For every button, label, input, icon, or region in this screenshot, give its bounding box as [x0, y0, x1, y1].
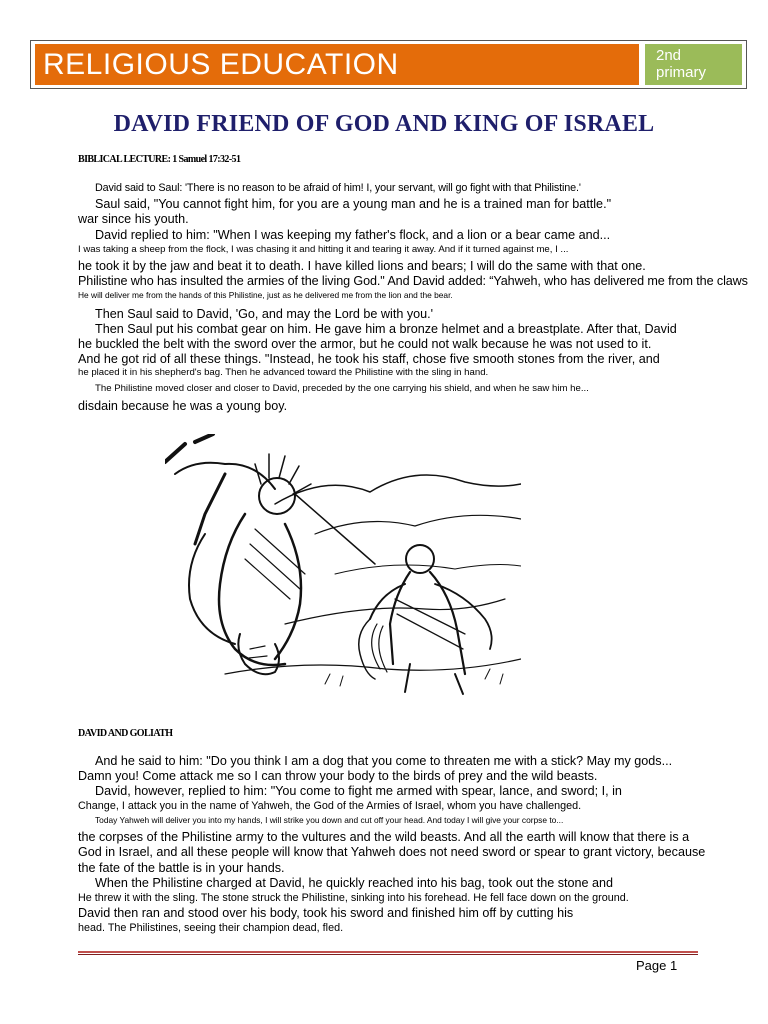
grade-line-1: 2nd — [656, 47, 682, 64]
grade-badge — [645, 44, 742, 85]
text-line: war since his youth. — [78, 212, 189, 226]
text-line: the corpses of the Philistine army to the vultures and the wild beasts. And all the earth will know that there is a — [78, 830, 690, 844]
text-line: I was taking a sheep from the flock, I was chasing it and hitting it and tearing it away. And if it turned against me, I ... — [78, 244, 569, 255]
text-line: Philistine who has insulted the armies of the living God." And David added: “Yahweh, who has delivered me from the claws — [78, 274, 748, 288]
text-line: Then Saul said to David, 'Go, and may the Lord be with you.' — [95, 307, 434, 321]
text-line: he buckled the belt with the sword over the armor, but he could not walk because he was not used to it. — [78, 337, 652, 351]
text-line: David replied to him: "When I was keeping my father's flock, and a lion or a bear came and... — [95, 228, 611, 242]
subject-label: RELIGIOUS EDUCATION — [35, 44, 639, 85]
page-number: Page 1 — [636, 958, 678, 973]
text-line: he took it by the jaw and beat it to death. I have killed lions and bears; I will do the same with that one. — [78, 259, 646, 273]
text-line: Change, I attack you in the name of Yahweh, the God of the Armies of Israel, whom you have challenged. — [78, 800, 582, 812]
text-line: David, however, replied to him: "You come to fight me armed with spear, lance, and sword; I, in — [95, 784, 622, 798]
text-line: David said to Saul: 'There is no reason to be afraid of him! I, your servant, will go fight with that Philistine.' — [95, 182, 581, 194]
text-line: disdain because he was a young boy. — [78, 399, 288, 413]
text-line: head. The Philistines, seeing their champion dead, fled. — [78, 922, 344, 934]
page-title: DAVID FRIEND OF GOD AND KING OF ISRAEL — [113, 111, 655, 137]
text-line: David then ran and stood over his body, took his sword and finished him off by cutting his — [78, 906, 574, 920]
text-line: When the Philistine charged at David, he quickly reached into his bag, took out the stone and — [95, 876, 614, 890]
text-line: The Philistine moved closer and closer to David, preceded by the one carrying his shield, and when he saw him he... — [95, 383, 589, 394]
text-line: Damn you! Come attack me so I can throw your body to the birds of prey and the wild beasts. — [78, 769, 598, 783]
text-line: Today Yahweh will deliver you into my hands, I will strike you down and cut off your head. And today I will give your corpse to... — [95, 815, 564, 825]
footer-rule-thin — [78, 954, 698, 955]
section-heading-david-and-goliath: DAVID AND GOLIATH — [78, 728, 173, 739]
david-goliath-illustration — [165, 434, 521, 696]
section-heading-biblical-lecture: BIBLICAL LECTURE: 1 Samuel 17:32-51 — [78, 154, 241, 165]
text-line: Then Saul put his combat gear on him. He gave him a bronze helmet and a breastplate. After that, David — [95, 322, 677, 336]
text-line: Saul said, "You cannot fight him, for you are a young man and he is a trained man for battle." — [95, 197, 612, 211]
text-line: the fate of the battle is in your hands. — [78, 861, 285, 875]
text-line: And he said to him: "Do you think I am a dog that you come to threaten me with a stick? May my gods... — [95, 754, 673, 768]
text-line: He threw it with the sling. The stone struck the Philistine, sinking into his forehead. He fell face down on the ground. — [78, 892, 629, 904]
text-line: he placed it in his shepherd's bag. Then he advanced toward the Philistine with the sling in hand. — [78, 367, 489, 378]
grade-line-2: primary — [656, 64, 707, 81]
text-line: And he got rid of all these things. "Instead, he took his staff, chose five smooth stones from the river, and — [78, 352, 660, 366]
text-line: He will deliver me from the hands of this Philistine, just as he delivered me from the lion and the bear. — [78, 290, 453, 300]
text-line: God in Israel, and all these people will know that Yahweh does not need sword or spear to grant victory, because — [78, 845, 706, 859]
footer-rule — [78, 951, 698, 953]
header-banner — [30, 40, 747, 89]
